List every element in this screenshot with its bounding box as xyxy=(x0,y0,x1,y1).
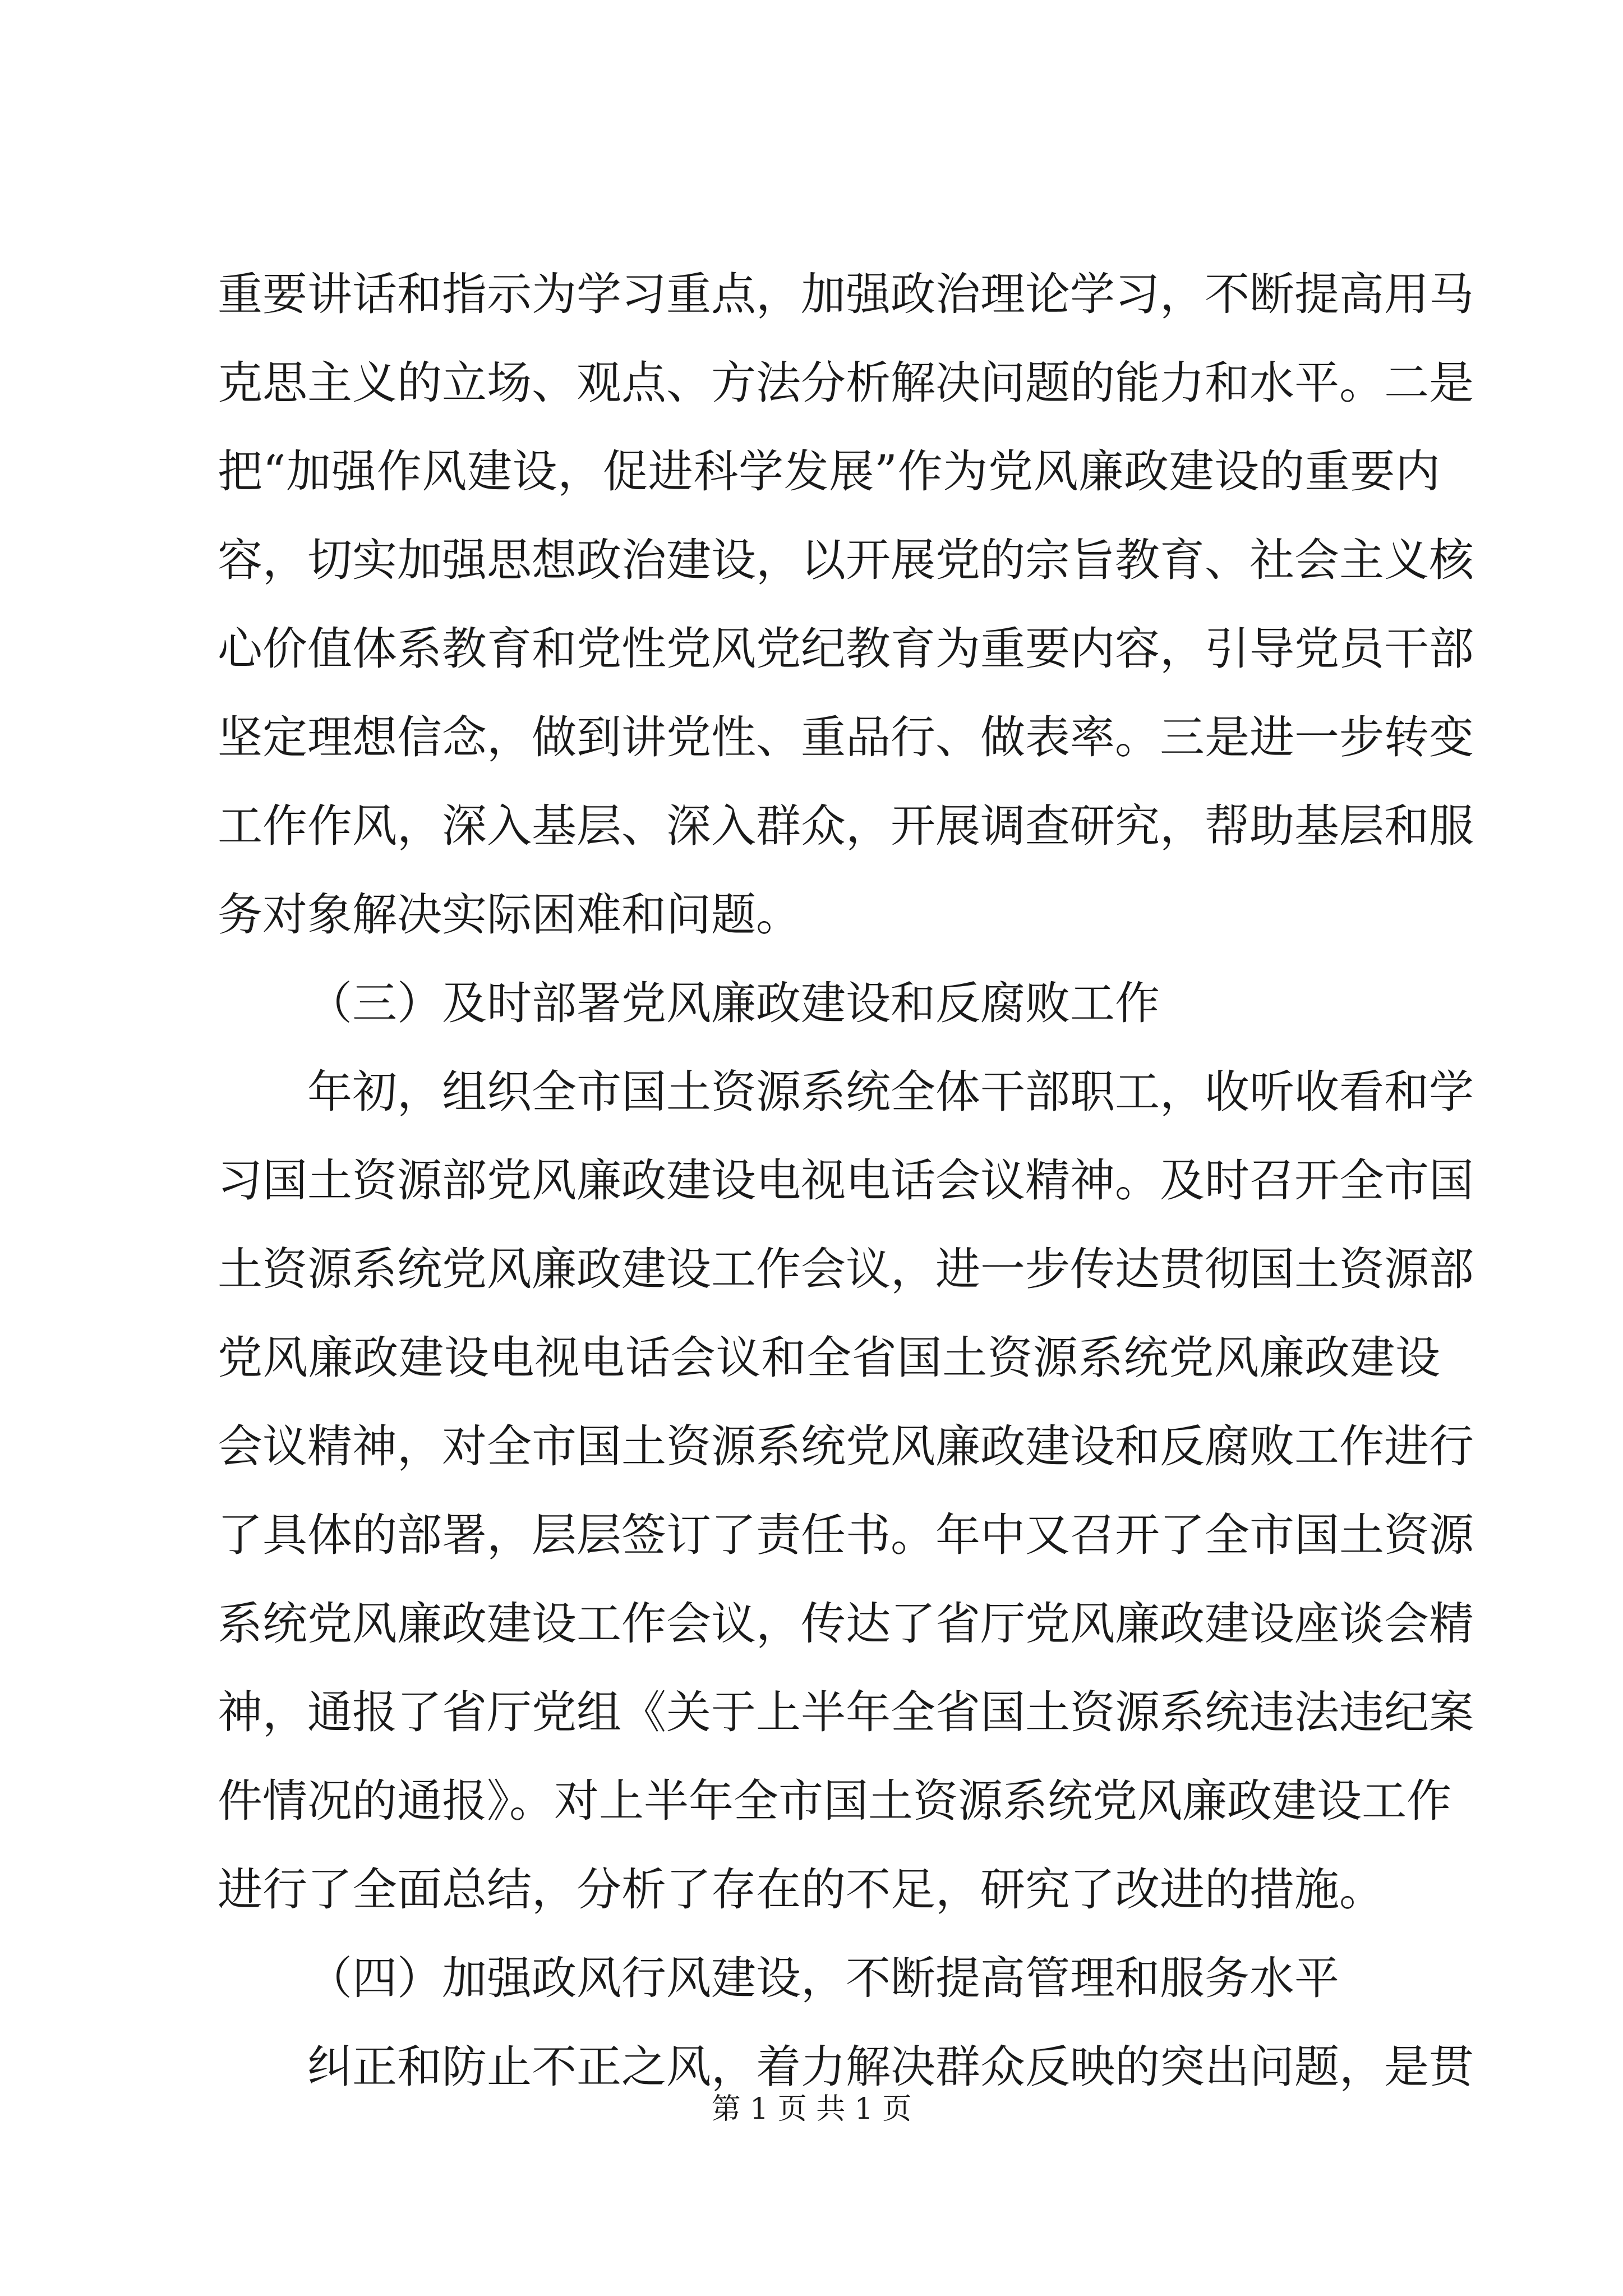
body-line: 土资源系统党风廉政建设工作会议，进一步传达贯彻国土资源部 xyxy=(218,1243,1474,1295)
body-line: 党风廉政建设电视电话会议和全省国土资源系统党风廉政建设 xyxy=(218,1332,1440,1384)
page-number-label: 第 1 页 共 1 页 xyxy=(711,2092,912,2126)
body-line: 了具体的部署，层层签订了责任书。年中又召开了全市国土资源 xyxy=(218,1509,1474,1561)
page-footer xyxy=(0,2087,1623,2132)
body-line: 容，切实加强思想政治建设，以开展党的宗旨教育、社会主义核 xyxy=(218,534,1474,586)
body-line: 坚定理想信念，做到讲党性、重品行、做表率。三是进一步转变 xyxy=(218,711,1474,763)
body-line: 年初，组织全市国土资源系统全体干部职工，收听收看和学 xyxy=(307,1066,1474,1118)
body-line: 件情况的通报》。对上半年全市国土资源系统党风廉政建设工作 xyxy=(218,1775,1451,1827)
section-heading: （四）加强政风行风建设，不断提高管理和服务水平 xyxy=(307,1952,1339,2004)
body-line: 务对象解决实际困难和问题。 xyxy=(218,889,801,941)
section-heading: （三）及时部署党风廉政建设和反腐败工作 xyxy=(307,977,1160,1029)
body-line: 克思主义的立场、观点、方法分析解决问题的能力和水平。二是 xyxy=(218,357,1474,409)
body-line: 重要讲话和指示为学习重点，加强政治理论学习，不断提高用马 xyxy=(218,268,1474,320)
body-line: 心价值体系教育和党性党风党纪教育为重要内容，引导党员干部 xyxy=(218,623,1474,675)
body-line: 习国土资源部党风廉政建设电视电话会议精神。及时召开全市国 xyxy=(218,1154,1474,1207)
body-line: 神，通报了省厅党组《关于上半年全省国土资源系统违法违纪案 xyxy=(218,1686,1474,1738)
body-line: 系统党风廉政建设工作会议，传达了省厅党风廉政建设座谈会精 xyxy=(218,1598,1474,1650)
body-line: 工作作风，深入基层、深入群众，开展调查研究，帮助基层和服 xyxy=(218,800,1474,852)
body-line: 进行了全面总结，分析了存在的不足，研究了改进的措施。 xyxy=(218,1864,1384,1916)
body-line: 纠正和防止不正之风，着力解决群众反映的突出问题，是贯 xyxy=(307,2041,1474,2093)
body-line: 会议精神，对全市国土资源系统党风廉政建设和反腐败工作进行 xyxy=(218,1420,1474,1473)
body-line: 把“加强作风建设，促进科学发展”作为党风廉政建设的重要内 xyxy=(218,445,1440,498)
